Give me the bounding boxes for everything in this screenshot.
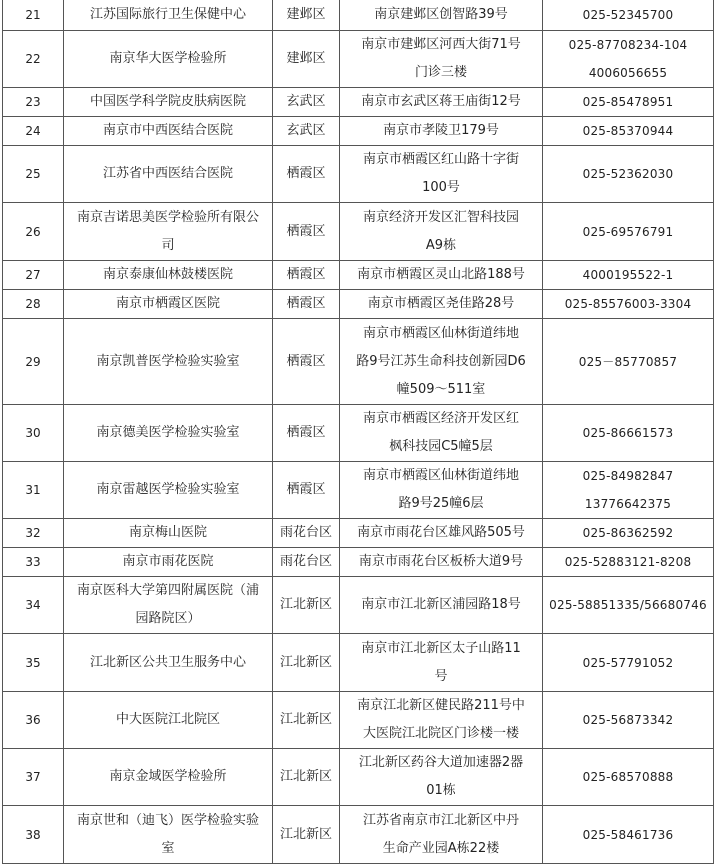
address-line: 南京经济开发区汇智科技园 <box>362 209 519 225</box>
institution-name-cell <box>64 519 273 548</box>
table-row <box>3 692 714 749</box>
institution-name-cell <box>64 0 273 31</box>
row-number-cell: 23 <box>3 88 64 117</box>
row-number-cell: 25 <box>3 146 64 203</box>
phone-line: 025-85576003-3304 <box>564 297 692 311</box>
institution-name-line: 中国医学科学院皮肤病医院 <box>89 94 246 109</box>
address-cell <box>340 548 543 577</box>
district-cell: 栖霞区 <box>273 405 340 462</box>
institution-name-line: 江北新区公共卫生服务中心 <box>89 654 246 670</box>
district-cell: 江北新区 <box>273 634 340 692</box>
table-row <box>3 290 714 319</box>
phone-cell <box>543 806 714 864</box>
phone-cell <box>543 405 714 462</box>
district-cell: 栖霞区 <box>273 462 340 519</box>
institution-name-line: 南京华大医学检验所 <box>109 51 227 66</box>
address-cell <box>340 146 543 203</box>
district-cell: 栖霞区 <box>273 203 340 261</box>
address-cell <box>340 290 543 319</box>
phone-line: 025-87708234-104 <box>568 38 688 52</box>
address-line: 南京市栖霞区经济开发区红 <box>362 411 519 426</box>
row-number-cell: 26 <box>3 203 64 261</box>
phone-line: 025-57791052 <box>582 655 674 670</box>
phone-line: 025-52362030 <box>582 167 674 181</box>
phone-cell <box>543 31 714 88</box>
row-number-cell: 30 <box>3 405 64 462</box>
table-row <box>3 31 714 88</box>
address-cell <box>340 31 543 88</box>
table-row <box>3 88 714 117</box>
address-cell <box>340 462 543 519</box>
phone-cell <box>543 692 714 749</box>
phone-line: 4006056655 <box>588 66 668 80</box>
phone-line: 025-52883121-8208 <box>564 555 692 569</box>
row-number-cell: 37 <box>3 749 64 806</box>
address-line: 江北新区药谷大道加速器2器 <box>358 755 524 770</box>
phone-line: 025-85478951 <box>582 95 674 109</box>
district-cell: 雨花台区 <box>273 519 340 548</box>
institution-name-line: 南京梅山医院 <box>128 525 207 540</box>
institution-name-cell <box>64 88 273 117</box>
phone-cell <box>543 261 714 290</box>
phone-cell <box>543 548 714 577</box>
row-number-cell: 28 <box>3 290 64 319</box>
phone-line: 025-58851335/56680746 <box>549 598 707 612</box>
district-cell: 江北新区 <box>273 577 340 634</box>
institution-name-cell <box>64 290 273 319</box>
institution-name-cell <box>64 749 273 806</box>
row-number-cell: 38 <box>3 806 64 864</box>
address-line: 江苏省南京市江北新区中丹 <box>362 812 519 828</box>
district-cell: 玄武区 <box>273 117 340 146</box>
address-line: 生命产业园A栋22楼 <box>382 840 500 856</box>
phone-cell <box>543 462 714 519</box>
table-row <box>3 405 714 462</box>
district-cell: 江北新区 <box>273 749 340 806</box>
address-line: 100号 <box>422 180 460 195</box>
institution-name-cell <box>64 261 273 290</box>
row-number-cell: 34 <box>3 577 64 634</box>
institution-name-line: 南京金域医学检验所 <box>109 769 227 784</box>
phone-line: 025-86362592 <box>582 526 674 540</box>
institution-name-line: 南京市栖霞区医院 <box>115 296 220 311</box>
district-cell: 栖霞区 <box>273 319 340 405</box>
address-line: 南京市江北新区太子山路11 <box>361 640 521 656</box>
district-cell: 建邺区 <box>273 0 340 31</box>
address-line: A9栋 <box>425 237 457 253</box>
address-line: 南京市栖霞区仙林街道纬地 <box>362 468 519 483</box>
phone-line: 4000195522-1 <box>582 268 674 282</box>
address-line: 01栋 <box>426 783 456 798</box>
institution-name-cell <box>64 634 273 692</box>
table-body <box>3 0 714 864</box>
district-cell: 建邺区 <box>273 31 340 88</box>
address-cell <box>340 519 543 548</box>
row-number-cell: 22 <box>3 31 64 88</box>
institution-name-line: 南京泰康仙林鼓楼医院 <box>102 267 233 282</box>
address-line: 南京市江北新区浦园路18号 <box>361 597 521 612</box>
table-row <box>3 261 714 290</box>
address-line: 南京市栖霞区仙林街道纬地 <box>362 325 519 341</box>
phone-line: 025-69576791 <box>582 224 674 239</box>
phone-cell <box>543 203 714 261</box>
table-row <box>3 0 714 31</box>
hospital-table <box>2 0 714 864</box>
table-row <box>3 634 714 692</box>
address-line: 南京市栖霞区尧佳路28号 <box>367 296 515 311</box>
phone-cell <box>543 319 714 405</box>
institution-name-line: 南京市雨花医院 <box>122 554 214 569</box>
institution-name-line: 南京凯普医学检验实验室 <box>96 353 240 369</box>
row-number-cell: 32 <box>3 519 64 548</box>
address-line: 门诊三楼 <box>414 65 467 80</box>
address-cell <box>340 261 543 290</box>
address-line: 南京市栖霞区红山路十字街 <box>362 152 519 167</box>
table-row <box>3 146 714 203</box>
district-cell: 江北新区 <box>273 692 340 749</box>
address-line: 南京市建邺区河西大街71号 <box>361 37 521 52</box>
institution-name-line: 中大医院江北院区 <box>115 712 220 727</box>
address-cell <box>340 88 543 117</box>
institution-name-cell <box>64 319 273 405</box>
phone-cell <box>543 117 714 146</box>
phone-cell <box>543 749 714 806</box>
address-line: 南京市雨花台区雄风路505号 <box>357 525 525 540</box>
address-cell <box>340 319 543 405</box>
row-number-cell: 36 <box>3 692 64 749</box>
address-line: 大医院江北院区门诊楼一楼 <box>362 726 519 741</box>
institution-name-line: 室 <box>161 840 175 856</box>
table-row <box>3 319 714 405</box>
phone-cell <box>543 634 714 692</box>
institution-name-line: 南京世和（迪飞）医学检验实验 <box>76 812 259 828</box>
institution-name-line: 南京吉诺思美医学检验所有限公 <box>76 209 259 225</box>
phone-cell <box>543 577 714 634</box>
phone-line: 13776642375 <box>584 497 672 511</box>
address-line: 路9号25幢6层 <box>398 496 484 511</box>
institution-name-line: 江苏国际旅行卫生保健中心 <box>89 7 246 22</box>
row-number-cell: 21 <box>3 0 64 31</box>
address-cell <box>340 0 543 31</box>
address-line: 南京江北新区健民路211号中 <box>357 698 525 713</box>
institution-name-line: 江苏省中西医结合医院 <box>102 166 233 181</box>
phone-line: 025-86661573 <box>582 426 674 440</box>
phone-cell <box>543 0 714 31</box>
row-number-cell: 27 <box>3 261 64 290</box>
address-line: 南京建邺区创智路39号 <box>374 7 508 22</box>
address-cell <box>340 692 543 749</box>
district-cell: 玄武区 <box>273 88 340 117</box>
address-line: 南京市孝陵卫179号 <box>383 123 499 138</box>
table-row <box>3 548 714 577</box>
phone-line: 025－85770857 <box>578 354 678 369</box>
row-number-cell: 33 <box>3 548 64 577</box>
district-cell: 栖霞区 <box>273 290 340 319</box>
institution-name-cell <box>64 117 273 146</box>
district-cell: 栖霞区 <box>273 146 340 203</box>
phone-line: 025-85370944 <box>582 124 674 138</box>
institution-name-line: 南京市中西医结合医院 <box>102 123 233 138</box>
district-cell: 江北新区 <box>273 806 340 864</box>
phone-cell <box>543 290 714 319</box>
phone-line: 025-52345700 <box>582 8 674 22</box>
institution-name-cell <box>64 31 273 88</box>
institution-name-cell <box>64 462 273 519</box>
row-number-cell: 24 <box>3 117 64 146</box>
row-number-cell: 35 <box>3 634 64 692</box>
institution-name-cell <box>64 548 273 577</box>
address-cell <box>340 203 543 261</box>
institution-name-line: 司 <box>161 237 175 253</box>
district-cell: 雨花台区 <box>273 548 340 577</box>
address-cell <box>340 577 543 634</box>
address-line: 南京市玄武区蒋王庙街12号 <box>361 94 521 109</box>
institution-name-line: 园路院区） <box>135 611 201 626</box>
address-cell <box>340 117 543 146</box>
address-cell <box>340 634 543 692</box>
phone-cell <box>543 88 714 117</box>
phone-line: 025-84982847 <box>582 469 674 483</box>
institution-name-cell <box>64 806 273 864</box>
table-row <box>3 806 714 864</box>
institution-name-cell <box>64 577 273 634</box>
phone-line: 025-68570888 <box>582 770 674 784</box>
address-line: 枫科技园C5幢5层 <box>389 439 493 454</box>
institution-name-line: 南京雷越医学检验实验室 <box>96 482 240 497</box>
address-cell <box>340 749 543 806</box>
address-cell <box>340 405 543 462</box>
table-row <box>3 462 714 519</box>
institution-name-cell <box>64 146 273 203</box>
table-row <box>3 117 714 146</box>
phone-cell <box>543 146 714 203</box>
institution-name-cell <box>64 405 273 462</box>
table-row <box>3 519 714 548</box>
table-row <box>3 577 714 634</box>
address-line: 路9号江苏生命科技创新园D6 <box>356 353 526 369</box>
table-row <box>3 203 714 261</box>
address-line: 号 <box>434 668 448 684</box>
address-line: 幢509～511室 <box>396 381 486 397</box>
institution-name-cell <box>64 692 273 749</box>
district-cell: 栖霞区 <box>273 261 340 290</box>
address-line: 南京市雨花台区板桥大道9号 <box>358 554 524 569</box>
row-number-cell: 29 <box>3 319 64 405</box>
institution-name-cell <box>64 203 273 261</box>
address-cell <box>340 806 543 864</box>
row-number-cell: 31 <box>3 462 64 519</box>
table-row <box>3 749 714 806</box>
address-line: 南京市栖霞区灵山北路188号 <box>357 267 525 282</box>
phone-line: 025-56873342 <box>582 713 674 727</box>
institution-name-line: 南京德美医学检验实验室 <box>96 425 240 440</box>
phone-line: 025-58461736 <box>582 827 674 842</box>
institution-name-line: 南京医科大学第四附属医院（浦 <box>76 583 259 598</box>
phone-cell <box>543 519 714 548</box>
